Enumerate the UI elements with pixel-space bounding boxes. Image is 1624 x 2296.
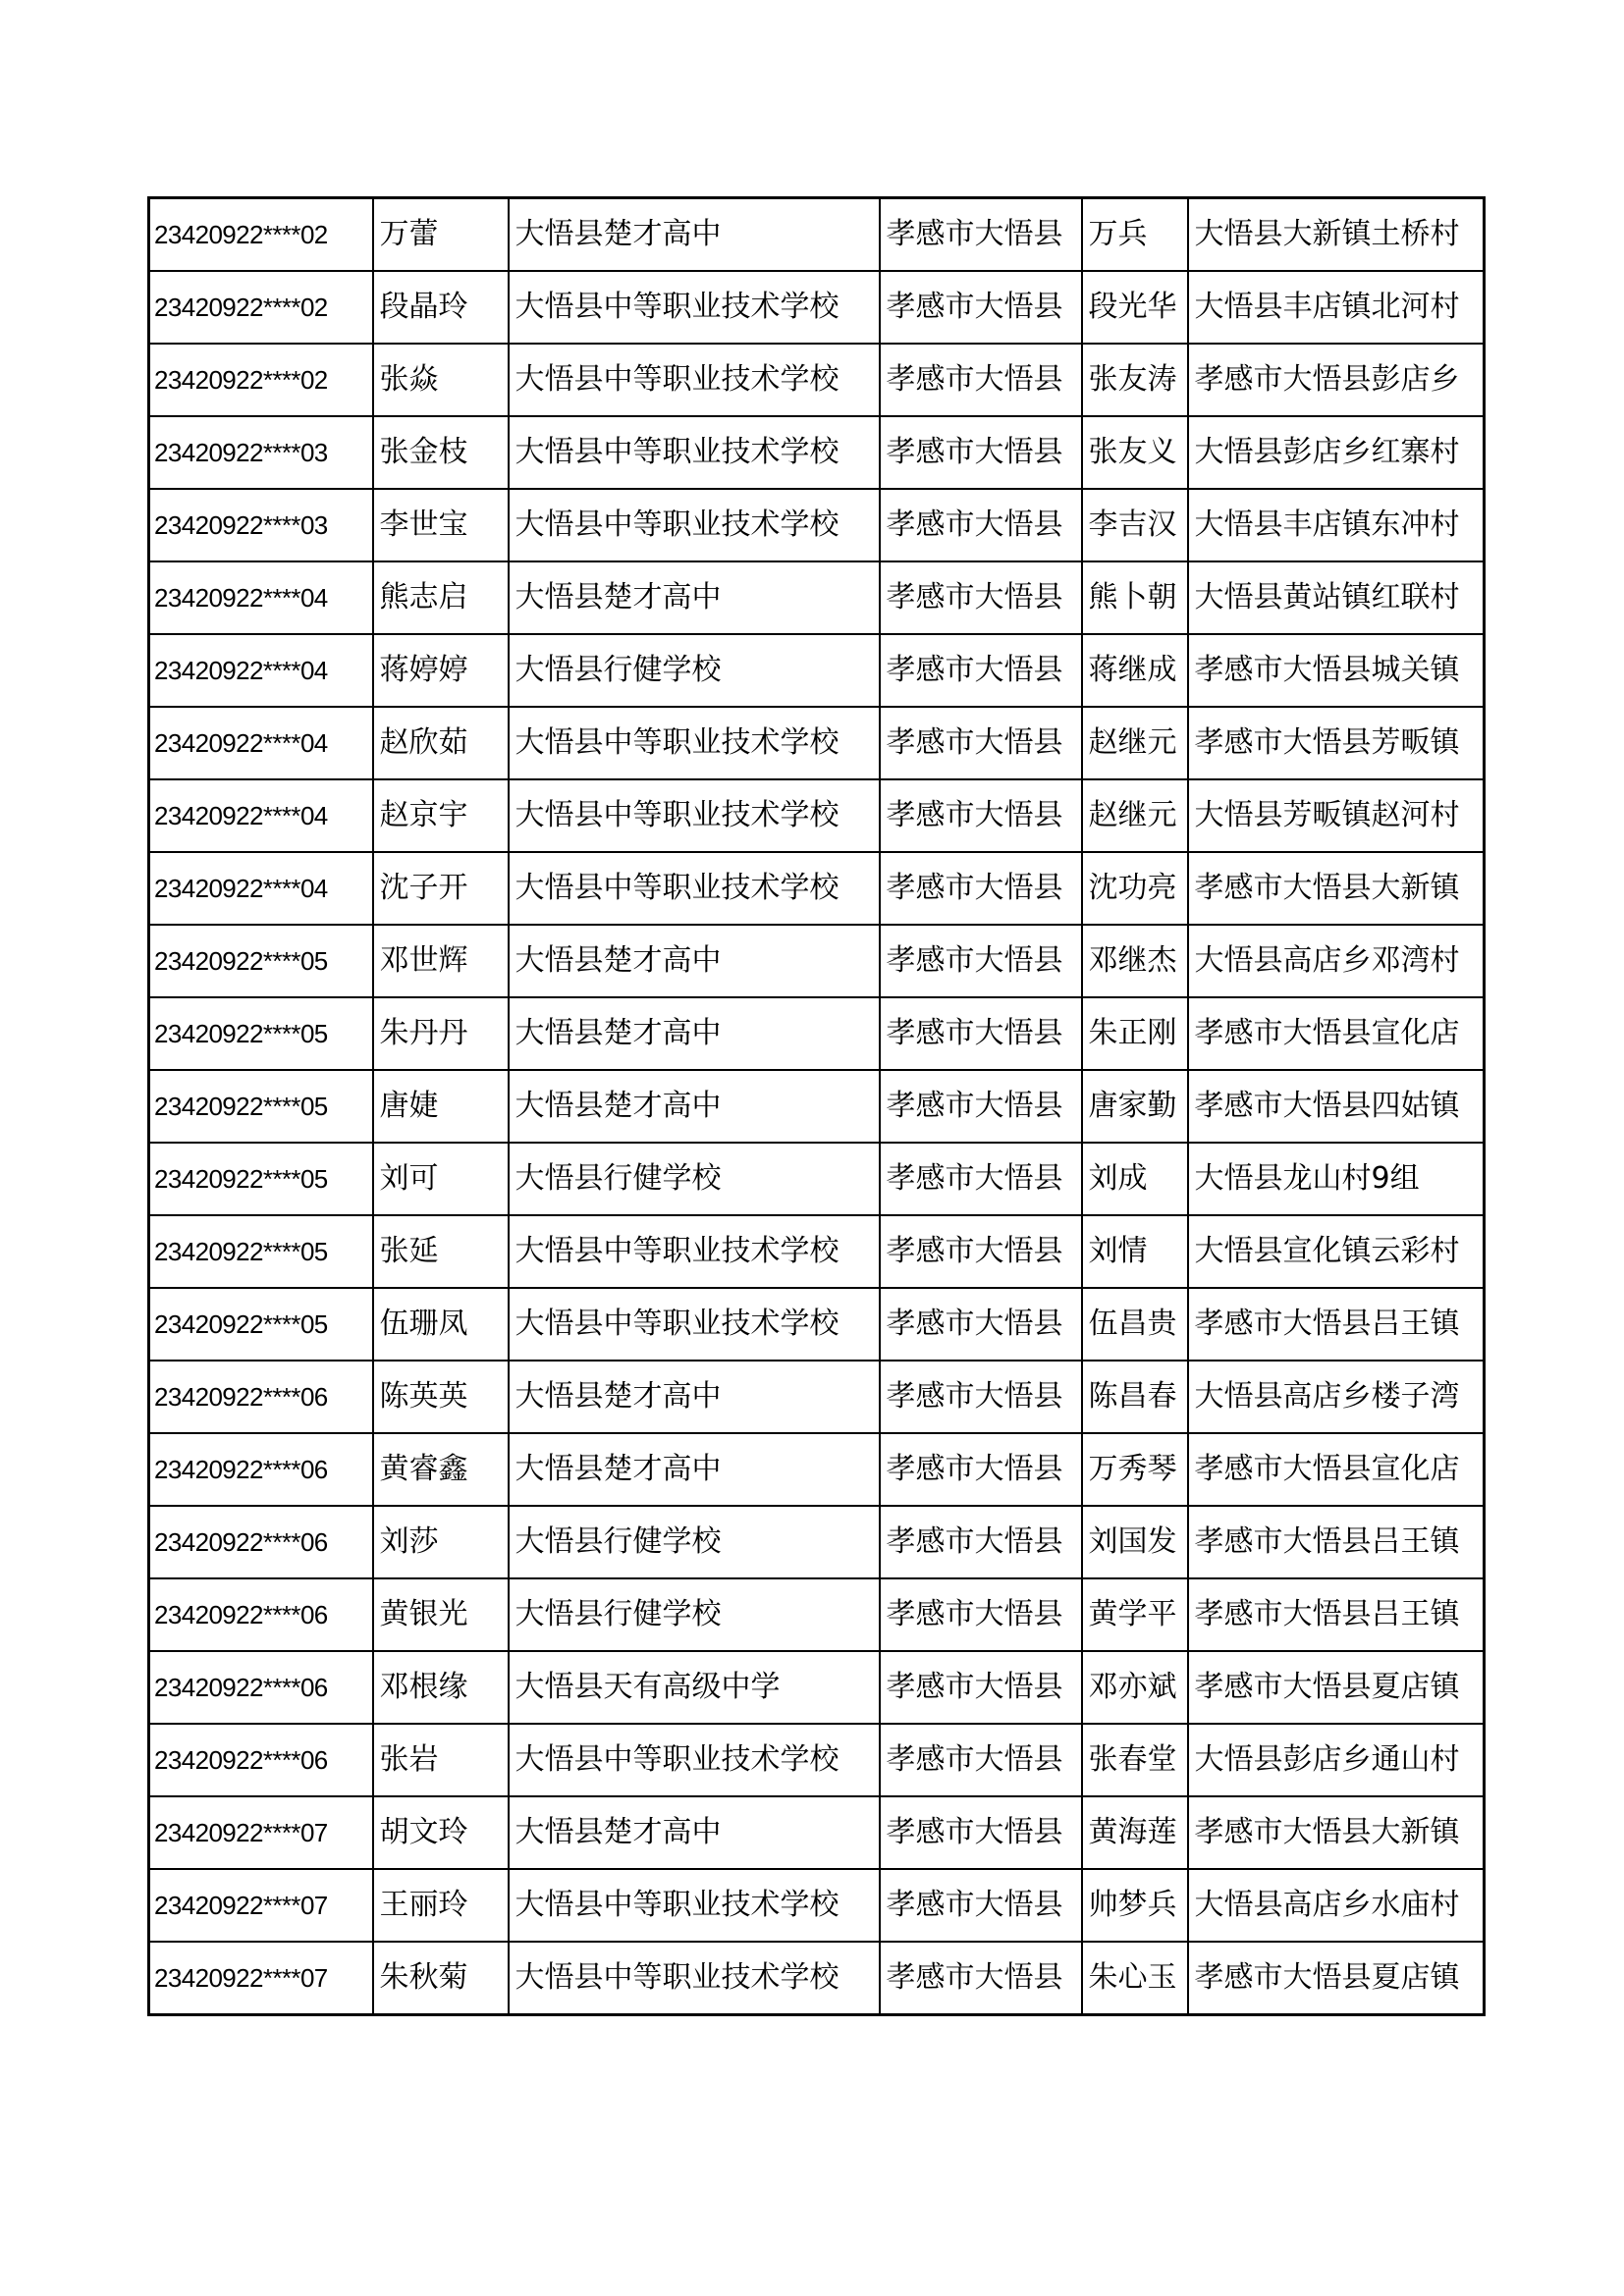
table-row bbox=[149, 1506, 1485, 1578]
table-row bbox=[149, 1724, 1485, 1796]
guardian-name-cell: 帅梦兵 bbox=[1082, 1869, 1188, 1942]
student-name-cell: 沈子开 bbox=[373, 852, 509, 925]
student-name-cell: 万蕾 bbox=[373, 198, 509, 272]
school-cell: 大悟县行健学校 bbox=[509, 1143, 880, 1215]
guardian-name-cell: 万秀琴 bbox=[1082, 1433, 1188, 1506]
region-cell: 孝感市大悟县 bbox=[880, 1651, 1082, 1724]
guardian-name-cell: 伍昌贵 bbox=[1082, 1288, 1188, 1361]
guardian-name-cell: 张春堂 bbox=[1082, 1724, 1188, 1796]
guardian-name-cell: 蒋继成 bbox=[1082, 634, 1188, 707]
table-row bbox=[149, 707, 1485, 779]
id-number-cell: 23420922****04 bbox=[149, 707, 373, 779]
id-number-cell: 23420922****03 bbox=[149, 489, 373, 561]
id-number-cell: 23420922****07 bbox=[149, 1942, 373, 2015]
student-name-cell: 胡文玲 bbox=[373, 1796, 509, 1869]
guardian-name-cell: 黄学平 bbox=[1082, 1578, 1188, 1651]
guardian-name-cell: 张友涛 bbox=[1082, 344, 1188, 416]
school-cell: 大悟县行健学校 bbox=[509, 1506, 880, 1578]
region-cell: 孝感市大悟县 bbox=[880, 489, 1082, 561]
region-cell: 孝感市大悟县 bbox=[880, 1433, 1082, 1506]
region-cell: 孝感市大悟县 bbox=[880, 561, 1082, 634]
address-cell: 孝感市大悟县四姑镇 bbox=[1188, 1070, 1485, 1143]
table-row bbox=[149, 1433, 1485, 1506]
region-cell: 孝感市大悟县 bbox=[880, 1578, 1082, 1651]
table-row bbox=[149, 1651, 1485, 1724]
address-cell: 孝感市大悟县宣化店 bbox=[1188, 997, 1485, 1070]
id-number-cell: 23420922****05 bbox=[149, 925, 373, 997]
table-row bbox=[149, 779, 1485, 852]
address-cell: 大悟县高店乡邓湾村 bbox=[1188, 925, 1485, 997]
id-number-cell: 23420922****07 bbox=[149, 1869, 373, 1942]
table-row bbox=[149, 1942, 1485, 2015]
region-cell: 孝感市大悟县 bbox=[880, 1506, 1082, 1578]
student-name-cell: 邓世辉 bbox=[373, 925, 509, 997]
student-name-cell: 赵欣茹 bbox=[373, 707, 509, 779]
student-name-cell: 张金枝 bbox=[373, 416, 509, 489]
id-number-cell: 23420922****05 bbox=[149, 1288, 373, 1361]
guardian-name-cell: 黄海莲 bbox=[1082, 1796, 1188, 1869]
region-cell: 孝感市大悟县 bbox=[880, 1942, 1082, 2015]
region-cell: 孝感市大悟县 bbox=[880, 1724, 1082, 1796]
roster-table-body bbox=[149, 198, 1485, 2015]
school-cell: 大悟县中等职业技术学校 bbox=[509, 852, 880, 925]
guardian-name-cell: 万兵 bbox=[1082, 198, 1188, 272]
region-cell: 孝感市大悟县 bbox=[880, 925, 1082, 997]
guardian-name-cell: 刘成 bbox=[1082, 1143, 1188, 1215]
id-number-cell: 23420922****04 bbox=[149, 852, 373, 925]
school-cell: 大悟县中等职业技术学校 bbox=[509, 1724, 880, 1796]
table-row bbox=[149, 1869, 1485, 1942]
student-name-cell: 伍珊凤 bbox=[373, 1288, 509, 1361]
address-cell: 孝感市大悟县吕王镇 bbox=[1188, 1578, 1485, 1651]
table-row bbox=[149, 634, 1485, 707]
guardian-name-cell: 熊卜朝 bbox=[1082, 561, 1188, 634]
table-row bbox=[149, 1288, 1485, 1361]
address-cell: 孝感市大悟县芳畈镇 bbox=[1188, 707, 1485, 779]
school-cell: 大悟县中等职业技术学校 bbox=[509, 271, 880, 344]
student-roster-table bbox=[147, 196, 1486, 2016]
region-cell: 孝感市大悟县 bbox=[880, 271, 1082, 344]
address-cell: 大悟县彭店乡红寨村 bbox=[1188, 416, 1485, 489]
region-cell: 孝感市大悟县 bbox=[880, 1143, 1082, 1215]
school-cell: 大悟县中等职业技术学校 bbox=[509, 489, 880, 561]
school-cell: 大悟县楚才高中 bbox=[509, 1070, 880, 1143]
guardian-name-cell: 刘情 bbox=[1082, 1215, 1188, 1288]
id-number-cell: 23420922****04 bbox=[149, 561, 373, 634]
guardian-name-cell: 赵继元 bbox=[1082, 707, 1188, 779]
id-number-cell: 23420922****04 bbox=[149, 779, 373, 852]
id-number-cell: 23420922****02 bbox=[149, 198, 373, 272]
address-cell: 孝感市大悟县城关镇 bbox=[1188, 634, 1485, 707]
region-cell: 孝感市大悟县 bbox=[880, 997, 1082, 1070]
table-row bbox=[149, 1796, 1485, 1869]
school-cell: 大悟县中等职业技术学校 bbox=[509, 1215, 880, 1288]
school-cell: 大悟县中等职业技术学校 bbox=[509, 1942, 880, 2015]
region-cell: 孝感市大悟县 bbox=[880, 852, 1082, 925]
table-row bbox=[149, 1361, 1485, 1433]
table-row bbox=[149, 489, 1485, 561]
school-cell: 大悟县楚才高中 bbox=[509, 561, 880, 634]
id-number-cell: 23420922****05 bbox=[149, 997, 373, 1070]
school-cell: 大悟县楚才高中 bbox=[509, 925, 880, 997]
id-number-cell: 23420922****06 bbox=[149, 1578, 373, 1651]
region-cell: 孝感市大悟县 bbox=[880, 198, 1082, 272]
address-cell: 孝感市大悟县吕王镇 bbox=[1188, 1506, 1485, 1578]
id-number-cell: 23420922****06 bbox=[149, 1651, 373, 1724]
student-name-cell: 段晶玲 bbox=[373, 271, 509, 344]
student-name-cell: 赵京宇 bbox=[373, 779, 509, 852]
student-name-cell: 刘莎 bbox=[373, 1506, 509, 1578]
address-cell: 大悟县宣化镇云彩村 bbox=[1188, 1215, 1485, 1288]
guardian-name-cell: 赵继元 bbox=[1082, 779, 1188, 852]
student-name-cell: 张焱 bbox=[373, 344, 509, 416]
table-row bbox=[149, 997, 1485, 1070]
school-cell: 大悟县中等职业技术学校 bbox=[509, 1288, 880, 1361]
region-cell: 孝感市大悟县 bbox=[880, 1070, 1082, 1143]
school-cell: 大悟县中等职业技术学校 bbox=[509, 344, 880, 416]
address-cell: 大悟县高店乡楼子湾 bbox=[1188, 1361, 1485, 1433]
table-row bbox=[149, 925, 1485, 997]
student-name-cell: 黄睿鑫 bbox=[373, 1433, 509, 1506]
table-row bbox=[149, 1215, 1485, 1288]
school-cell: 大悟县行健学校 bbox=[509, 1578, 880, 1651]
school-cell: 大悟县楚才高中 bbox=[509, 1361, 880, 1433]
school-cell: 大悟县楚才高中 bbox=[509, 997, 880, 1070]
address-cell: 大悟县黄站镇红联村 bbox=[1188, 561, 1485, 634]
region-cell: 孝感市大悟县 bbox=[880, 416, 1082, 489]
address-cell: 孝感市大悟县夏店镇 bbox=[1188, 1651, 1485, 1724]
guardian-name-cell: 唐家勤 bbox=[1082, 1070, 1188, 1143]
region-cell: 孝感市大悟县 bbox=[880, 344, 1082, 416]
guardian-name-cell: 邓亦斌 bbox=[1082, 1651, 1188, 1724]
school-cell: 大悟县楚才高中 bbox=[509, 1796, 880, 1869]
guardian-name-cell: 朱心玉 bbox=[1082, 1942, 1188, 2015]
region-cell: 孝感市大悟县 bbox=[880, 1288, 1082, 1361]
student-name-cell: 张延 bbox=[373, 1215, 509, 1288]
guardian-name-cell: 邓继杰 bbox=[1082, 925, 1188, 997]
address-cell: 孝感市大悟县吕王镇 bbox=[1188, 1288, 1485, 1361]
school-cell: 大悟县楚才高中 bbox=[509, 198, 880, 272]
id-number-cell: 23420922****05 bbox=[149, 1215, 373, 1288]
id-number-cell: 23420922****05 bbox=[149, 1143, 373, 1215]
id-number-cell: 23420922****02 bbox=[149, 271, 373, 344]
id-number-cell: 23420922****06 bbox=[149, 1506, 373, 1578]
guardian-name-cell: 沈功亮 bbox=[1082, 852, 1188, 925]
student-name-cell: 邓根缘 bbox=[373, 1651, 509, 1724]
student-name-cell: 熊志启 bbox=[373, 561, 509, 634]
table-row bbox=[149, 852, 1485, 925]
student-name-cell: 王丽玲 bbox=[373, 1869, 509, 1942]
address-cell: 孝感市大悟县大新镇 bbox=[1188, 1796, 1485, 1869]
region-cell: 孝感市大悟县 bbox=[880, 779, 1082, 852]
guardian-name-cell: 李吉汉 bbox=[1082, 489, 1188, 561]
student-name-cell: 黄银光 bbox=[373, 1578, 509, 1651]
id-number-cell: 23420922****06 bbox=[149, 1724, 373, 1796]
student-name-cell: 李世宝 bbox=[373, 489, 509, 561]
school-cell: 大悟县行健学校 bbox=[509, 634, 880, 707]
table-row bbox=[149, 271, 1485, 344]
id-number-cell: 23420922****07 bbox=[149, 1796, 373, 1869]
id-number-cell: 23420922****03 bbox=[149, 416, 373, 489]
address-cell: 孝感市大悟县彭店乡 bbox=[1188, 344, 1485, 416]
school-cell: 大悟县中等职业技术学校 bbox=[509, 707, 880, 779]
table-row bbox=[149, 416, 1485, 489]
address-cell: 大悟县丰店镇北河村 bbox=[1188, 271, 1485, 344]
address-cell: 孝感市大悟县宣化店 bbox=[1188, 1433, 1485, 1506]
region-cell: 孝感市大悟县 bbox=[880, 1215, 1082, 1288]
region-cell: 孝感市大悟县 bbox=[880, 634, 1082, 707]
address-cell: 大悟县大新镇土桥村 bbox=[1188, 198, 1485, 272]
guardian-name-cell: 段光华 bbox=[1082, 271, 1188, 344]
school-cell: 大悟县楚才高中 bbox=[509, 1433, 880, 1506]
address-cell: 大悟县彭店乡通山村 bbox=[1188, 1724, 1485, 1796]
student-name-cell: 张岩 bbox=[373, 1724, 509, 1796]
student-name-cell: 陈英英 bbox=[373, 1361, 509, 1433]
table-row bbox=[149, 198, 1485, 272]
guardian-name-cell: 陈昌春 bbox=[1082, 1361, 1188, 1433]
student-name-cell: 朱丹丹 bbox=[373, 997, 509, 1070]
school-cell: 大悟县中等职业技术学校 bbox=[509, 779, 880, 852]
id-number-cell: 23420922****02 bbox=[149, 344, 373, 416]
address-cell: 大悟县高店乡水庙村 bbox=[1188, 1869, 1485, 1942]
address-cell: 大悟县芳畈镇赵河村 bbox=[1188, 779, 1485, 852]
address-cell: 孝感市大悟县大新镇 bbox=[1188, 852, 1485, 925]
address-cell: 大悟县丰店镇东冲村 bbox=[1188, 489, 1485, 561]
table-row bbox=[149, 561, 1485, 634]
student-name-cell: 刘可 bbox=[373, 1143, 509, 1215]
student-name-cell: 朱秋菊 bbox=[373, 1942, 509, 2015]
school-cell: 大悟县天有高级中学 bbox=[509, 1651, 880, 1724]
id-number-cell: 23420922****06 bbox=[149, 1433, 373, 1506]
region-cell: 孝感市大悟县 bbox=[880, 1361, 1082, 1433]
guardian-name-cell: 张友义 bbox=[1082, 416, 1188, 489]
address-cell: 孝感市大悟县夏店镇 bbox=[1188, 1942, 1485, 2015]
id-number-cell: 23420922****06 bbox=[149, 1361, 373, 1433]
table-row bbox=[149, 344, 1485, 416]
student-name-cell: 唐婕 bbox=[373, 1070, 509, 1143]
guardian-name-cell: 刘国发 bbox=[1082, 1506, 1188, 1578]
region-cell: 孝感市大悟县 bbox=[880, 707, 1082, 779]
id-number-cell: 23420922****04 bbox=[149, 634, 373, 707]
address-cell: 大悟县龙山村9组 bbox=[1188, 1143, 1485, 1215]
table-row bbox=[149, 1578, 1485, 1651]
student-name-cell: 蒋婷婷 bbox=[373, 634, 509, 707]
table-row bbox=[149, 1070, 1485, 1143]
school-cell: 大悟县中等职业技术学校 bbox=[509, 1869, 880, 1942]
guardian-name-cell: 朱正刚 bbox=[1082, 997, 1188, 1070]
school-cell: 大悟县中等职业技术学校 bbox=[509, 416, 880, 489]
region-cell: 孝感市大悟县 bbox=[880, 1796, 1082, 1869]
region-cell: 孝感市大悟县 bbox=[880, 1869, 1082, 1942]
id-number-cell: 23420922****05 bbox=[149, 1070, 373, 1143]
table-row bbox=[149, 1143, 1485, 1215]
